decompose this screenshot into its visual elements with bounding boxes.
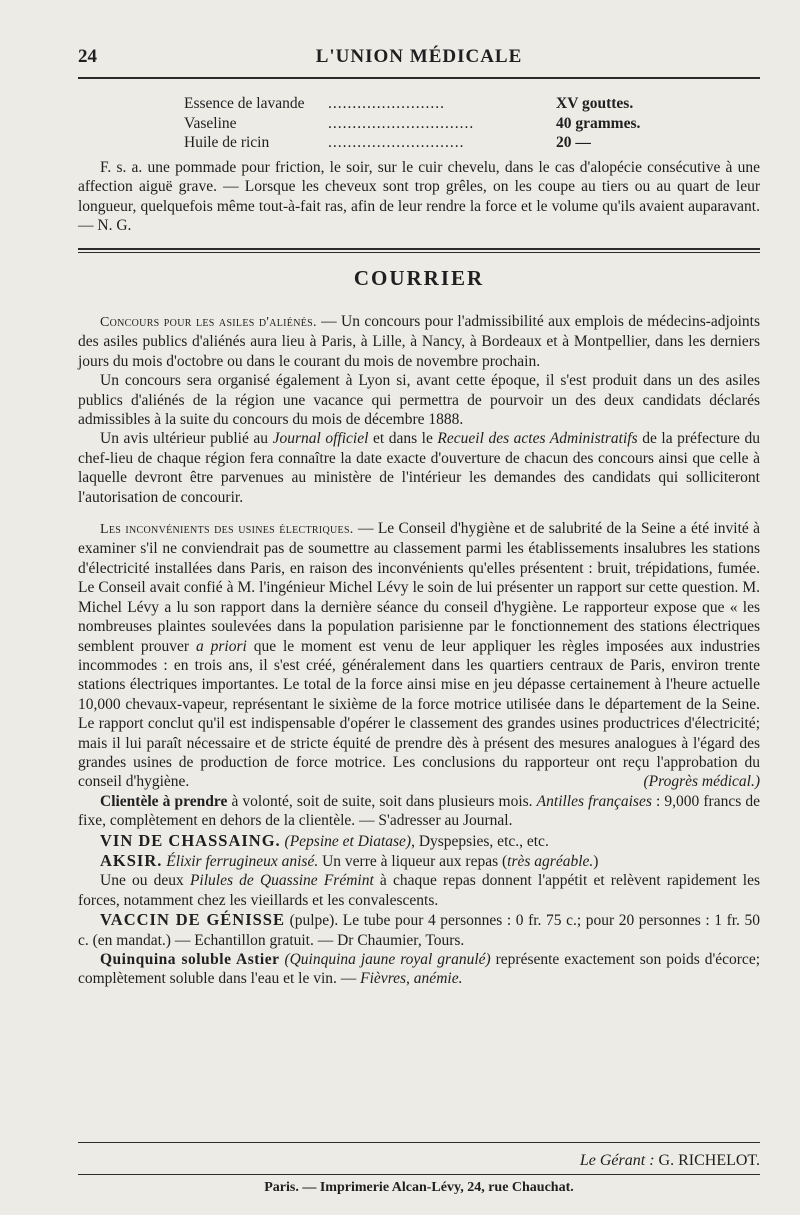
leader-dots: ............................	[328, 134, 465, 151]
advert-quassine: Une ou deux Pilules de Quassine Frémint à chaque repas donnent l'appétit et relèvent rapidement les forces, notamment chez les vieillards et les convalescents.	[78, 872, 760, 909]
clientele-lead: Clientèle à prendre	[100, 792, 228, 810]
gerant-signature	[580, 1152, 760, 1170]
paragraph-usines: Les inconvénients des usines électriques. — Le Conseil d'hygiène et de salubrité de la Seine a été invité à examiner s'il ne conviendrait pas de soumettre au classement parmi les établissements insalubres les stations d'électricité installées dans Paris, en raison des inconvénients qu'elles présentent : bruit, trépidations, fumée. Le Conseil avait confié à M. l'ingénieur Michel Lévy le soin de lui présenter un rapport sur cette question. M. Michel Lévy a lu son rapport dans la dernière séance du conseil d'hygiène. Le rapporteur expose que « les nombreuses plaintes soulevées dans la population parisienne par le fonctionnement des stations électriques semblent prouver a priori que le moment est venu de leur appliquer les règles imposées aux industries incommodes : en trois ans, il s'est créé, généralement dans les quartiers centraux de Paris, environ trente stations électriques importantes. Le total de la force ainsi mise en jeu dépasse certainement à l'heure actuelle 10,000 chevaux-vapeur, représentant le sixième de la force motrice utilisée dans le département de la Seine. Le rapport conclut qu'il est indispensable d'opérer le classement des grandes usines productrices d'électricité; mais il lui paraît nécessaire et de stricte équité de prendre dès à présent des mesures analogues à l'égard des grandes usines de production de force motrice. Les conclusions du rapporteur ont reçu l'approbation du conseil d'hygiène. (Progrès médical.)	[78, 520, 760, 791]
advert-quinquina: Quinquina soluble Astier (Quinquina jaune royal granulé) représente exactement son poids d'écorce; complètement soluble dans l'eau et le vin. — Fièvres, anémie.	[78, 951, 761, 988]
recipe-ingredient	[78, 94, 760, 114]
paragraph-concours-3: Un avis ultérieur publié au Journal officiel et dans le Recueil des actes Administratifs de la préfecture du chef-lieu de chaque région fera connaître la date exacte d'ouverture de chacun des concours ainsi que celle à laquelle devront être parvenues au ministère de l'intérieur les demandes des candidats qui solliciteront l'autorisation de concourir.	[78, 430, 760, 506]
section-rule-top-thin	[78, 252, 760, 253]
gerant-label: Le Gérant :	[579, 1152, 655, 1169]
courrier-body	[78, 312, 760, 989]
journal-officiel: Journal officiel	[272, 430, 369, 448]
recipe-instructions-text: F. s. a. une pommade pour friction, le soir, sur le cuir chevelu, dans le cas d'alopécie consécutive à une affection aiguë grave. — Lorsque les cheveux sont trop grêles, on les coupe au tiers ou au quart de leur longueur, quelquefois même tout-à-fait ras, afin de leur rendre la force et le volume qu'ils avaient auparavant. — N. G.	[78, 159, 760, 235]
page-number: 24	[78, 46, 97, 67]
advert-vin: VIN DE CHASSAING. (Pepsine et Diatase), Dyspepsies, etc., etc.	[100, 830, 549, 850]
ingredient-quantity: 20 —	[556, 134, 591, 151]
paragraph-clientele: Clientèle à prendre à volonté, soit de suite, soit dans plusieurs mois. Antilles françaises : 9,000 francs de fixe, complètement en dehors de la clientèle. — S'adresser au Journal.	[78, 792, 760, 830]
section-title-courrier: COURRIER	[353, 266, 485, 290]
printer-line: Paris. — Imprimerie Alcan-Lévy, 24, rue Chauchat.	[264, 1180, 574, 1195]
paragraph-concours-1: Concours pour les asiles d'aliénés. — Un concours pour l'admissibilité aux emplois de médecins-adjoints des asiles publics d'aliénés aura lieu à Paris, à Lille, à Nancy, à Bordeaux et à Montpellier, dans les derniers jours du mois d'octobre ou dans le courant du mois de novembre prochain.	[78, 313, 761, 370]
paragraph-concours-2: Un concours sera organisé également à Lyon si, avant cette époque, il s'est produit dans un des asiles publics d'aliénés de la région une vacance qui permettra de pourvoir un des deux candidats déclarés admissibles à la suite du concours du mois de décembre 1888.	[78, 372, 760, 429]
page-header	[78, 46, 760, 76]
ingredient-name: Essence de lavande	[184, 95, 305, 112]
leader-dots: ..............................	[328, 114, 475, 132]
ingredient-quantity: 40 grammes.	[556, 114, 641, 132]
recipe-instructions	[78, 158, 760, 236]
advert-vaccin: VACCIN DE GÉNISSE (pulpe). Le tube pour 4 personnes : 0 fr. 75 c.; pour 20 personnes : 1 fr. 50 c. (en mandat.) — Echantillon gratuit. — Dr Chaumier, Tours.	[78, 910, 760, 949]
advert-aksir: AKSIR. Élixir ferrugineux anisé. Un verre à liqueur aux repas (très agréable.)	[100, 850, 599, 870]
ingredient-name: Vaseline	[184, 114, 237, 132]
recipe-block	[78, 94, 760, 153]
footer-rule	[78, 1142, 760, 1143]
usines-heading: Les inconvénients des usines électriques.	[100, 522, 354, 538]
printer-rule	[78, 1174, 760, 1175]
concours-heading: Concours pour les asiles d'aliénés.	[100, 315, 317, 330]
recipe-ingredient	[78, 133, 760, 153]
source-citation: (Progrès médical.)	[643, 773, 760, 791]
recipe-ingredient	[78, 114, 760, 134]
ingredient-name: Huile de ricin	[184, 134, 270, 151]
recueil-actes: Recueil des actes Administratifs	[437, 430, 638, 448]
leader-dots: ........................	[328, 95, 445, 112]
journal-title: L'UNION MÉDICALE	[315, 46, 523, 67]
ingredient-quantity: XV gouttes.	[556, 95, 634, 112]
gerant-name: G. RICHELOT.	[654, 1152, 760, 1169]
section-rule-top	[78, 248, 760, 250]
header-rule	[78, 77, 760, 79]
